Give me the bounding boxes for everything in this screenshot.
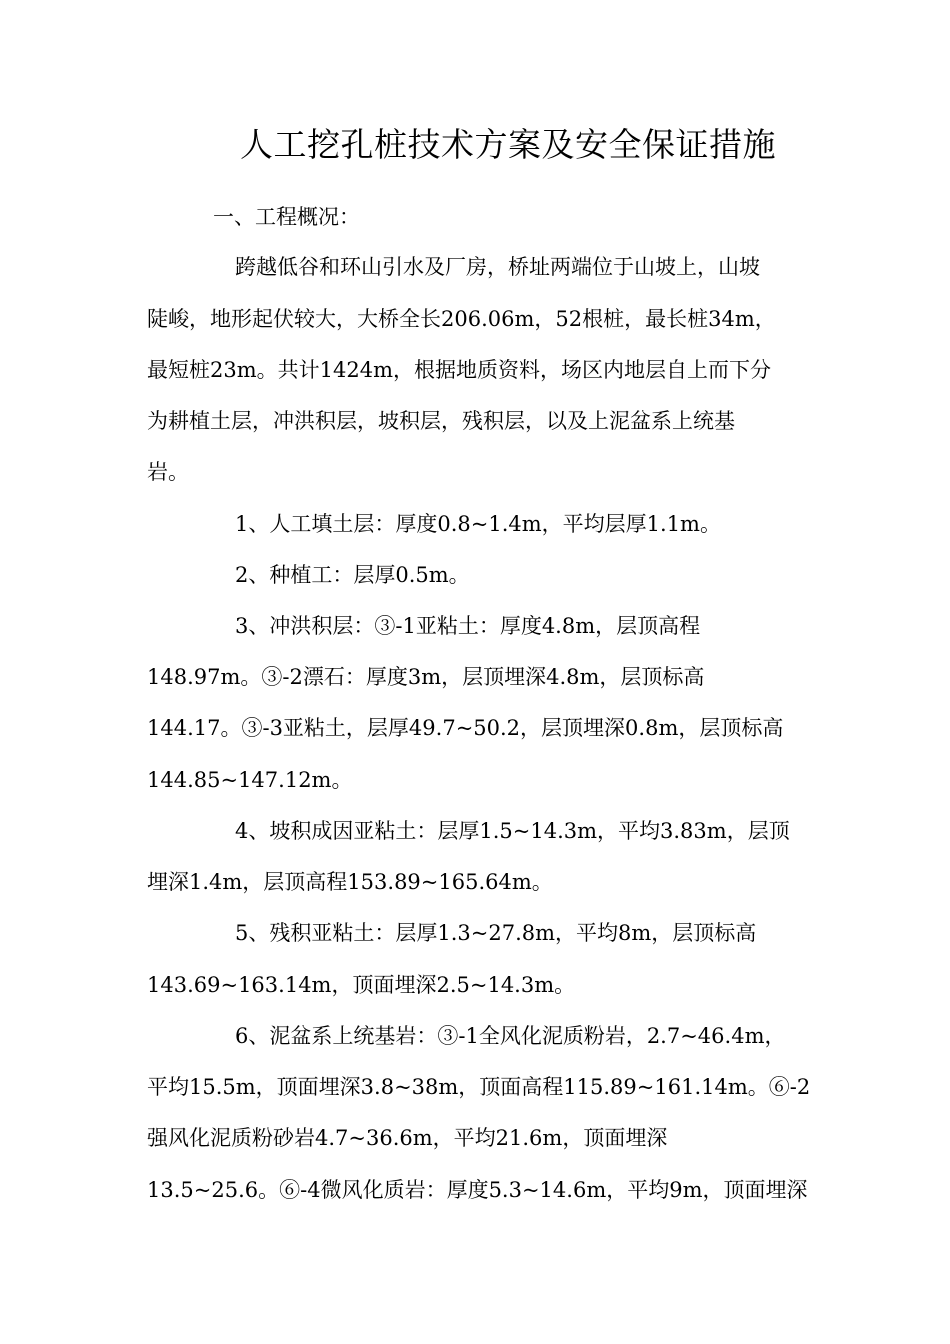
text-line: 岩。 bbox=[147, 460, 189, 484]
section-heading: 一、工程概况： bbox=[213, 205, 360, 229]
text-line: 5、残积亚粘土：层厚1.3~27.8m，平均8m，层顶标高 bbox=[235, 921, 757, 945]
text-line: 陡峻，地形起伏较大，大桥全长206.06m，52根桩，最长桩34m， bbox=[147, 307, 776, 331]
text-line: 平均15.5m，顶面埋深3.8~38m，顶面高程115.89~161.14m。⑥-2 bbox=[147, 1075, 811, 1099]
text-line: 144.17。③-3亚粘土，层厚49.7~50.2，层顶埋深0.8m，层顶标高 bbox=[147, 716, 784, 740]
text-line: 强风化泥质粉砂岩4.7~36.6m，平均21.6m，顶面埋深 bbox=[147, 1126, 668, 1150]
text-line: 144.85~147.12m。 bbox=[147, 768, 353, 792]
text-line: 为耕植土层，冲洪积层，坡积层，残积层，以及上泥盆系上统基 bbox=[147, 409, 735, 433]
text-line: 跨越低谷和环山引水及厂房，桥址两端位于山坡上，山坡 bbox=[235, 255, 760, 279]
text-line: 1、人工填土层：厚度0.8~1.4m，平均层厚1.1m。 bbox=[235, 512, 721, 536]
text-line: 2、种植工：层厚0.5m。 bbox=[235, 563, 470, 587]
text-line: 3、冲洪积层：③-1亚粘土：厚度4.8m，层顶高程 bbox=[235, 614, 701, 638]
text-line: 13.5~25.6。⑥-4微风化质岩：厚度5.3~14.6m，平均9m，顶面埋深 bbox=[147, 1178, 808, 1202]
text-line: 143.69~163.14m，顶面埋深2.5~14.3m。 bbox=[147, 973, 576, 997]
document-title: 人工挖孔桩技术方案及安全保证措施 bbox=[240, 125, 776, 164]
text-line: 6、泥盆系上统基岩：③-1全风化泥质粉岩，2.7~46.4m， bbox=[235, 1024, 786, 1048]
text-line: 最短桩23m。共计1424m，根据地质资料，场区内地层自上而下分 bbox=[147, 358, 771, 382]
text-line: 4、坡积成因亚粘土：层厚1.5~14.3m，平均3.83m，层顶 bbox=[235, 819, 790, 843]
text-line: 埋深1.4m，层顶高程153.89~165.64m。 bbox=[147, 870, 553, 894]
text-line: 148.97m。③-2漂石：厚度3m，层顶埋深4.8m，层顶标高 bbox=[147, 665, 705, 689]
